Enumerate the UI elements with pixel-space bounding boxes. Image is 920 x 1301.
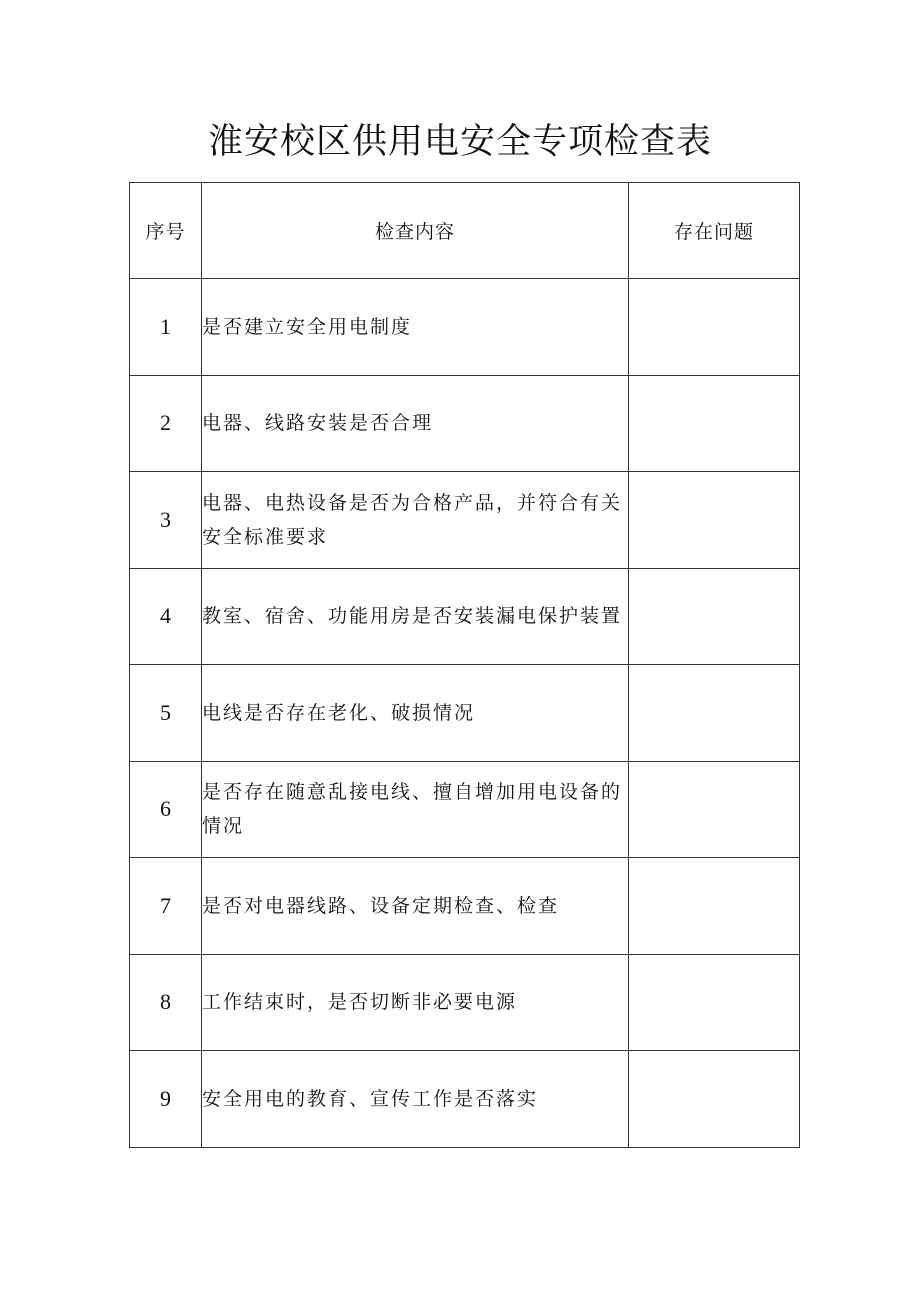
header-content: 检查内容 (202, 183, 629, 279)
row-content: 电器、线路安装是否合理 (202, 375, 629, 472)
row-content: 工作结束时，是否切断非必要电源 (202, 954, 629, 1051)
table-row (130, 279, 800, 376)
row-seq: 1 (130, 279, 202, 376)
row-seq: 4 (130, 568, 202, 665)
table-row (130, 665, 800, 762)
row-content: 安全用电的教育、宣传工作是否落实 (202, 1051, 629, 1148)
row-content: 电线是否存在老化、破损情况 (202, 665, 629, 762)
page-title: 淮安校区供用电安全专项检查表 (207, 122, 712, 162)
table-row (130, 472, 800, 569)
row-issue-cell[interactable] (629, 375, 800, 472)
row-seq: 6 (130, 761, 202, 858)
row-content: 是否对电器线路、设备定期检查、检查 (202, 858, 629, 955)
row-content: 是否建立安全用电制度 (202, 279, 629, 376)
row-seq: 2 (130, 375, 202, 472)
row-content: 是否存在随意乱接电线、擅自增加用电设备的情况 (202, 761, 629, 858)
table-row (130, 954, 800, 1051)
row-issue-cell[interactable] (629, 761, 800, 858)
table-row (130, 375, 800, 472)
row-seq: 8 (130, 954, 202, 1051)
header-issue: 存在问题 (629, 183, 800, 279)
row-issue-cell[interactable] (629, 279, 800, 376)
row-issue-cell[interactable] (629, 858, 800, 955)
row-seq: 5 (130, 665, 202, 762)
table-row (130, 858, 800, 955)
table-header-row (130, 183, 800, 279)
row-seq: 7 (130, 858, 202, 955)
row-issue-cell[interactable] (629, 665, 800, 762)
row-seq: 9 (130, 1051, 202, 1148)
row-issue-cell[interactable] (629, 472, 800, 569)
row-issue-cell[interactable] (629, 1051, 800, 1148)
row-content: 教室、宿舍、功能用房是否安装漏电保护装置 (202, 568, 629, 665)
table-row (130, 568, 800, 665)
inspection-table (129, 182, 800, 1148)
table-row (130, 1051, 800, 1148)
header-seq: 序号 (130, 183, 202, 279)
table-row (130, 761, 800, 858)
row-issue-cell[interactable] (629, 568, 800, 665)
row-content: 电器、电热设备是否为合格产品，并符合有关安全标准要求 (202, 472, 629, 569)
row-issue-cell[interactable] (629, 954, 800, 1051)
row-seq: 3 (130, 472, 202, 569)
